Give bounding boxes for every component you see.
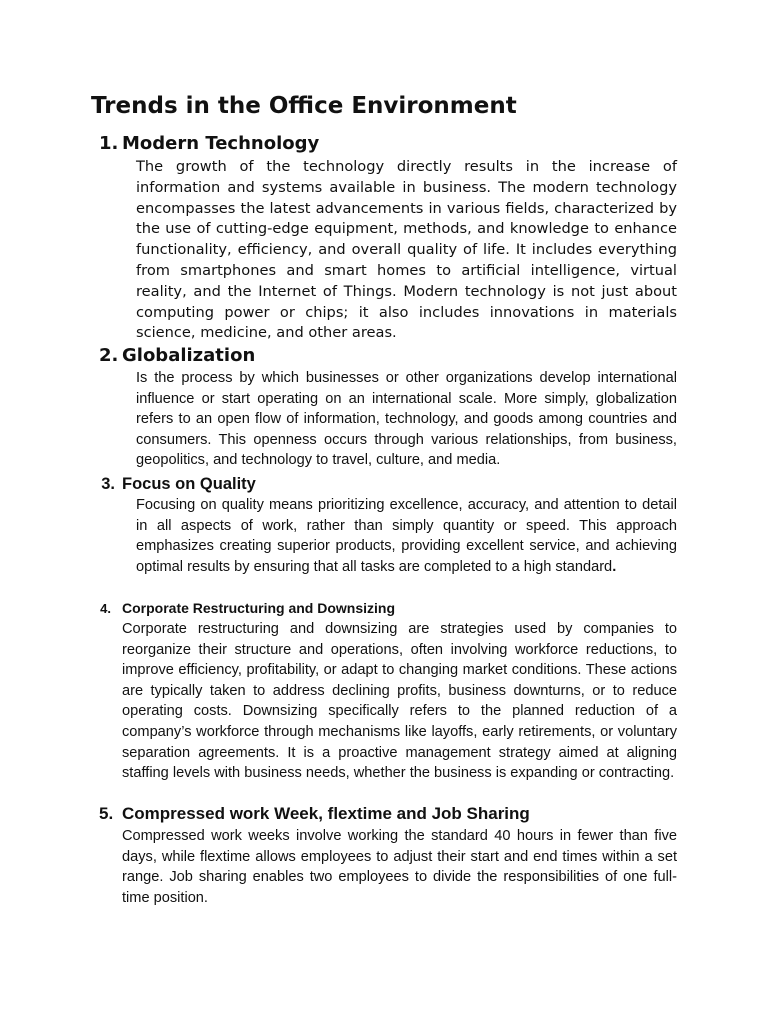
section-body-end: . (612, 558, 617, 575)
section-title: Modern Technology (122, 133, 320, 154)
section-title: Focus on Quality (122, 475, 256, 493)
page-title: Trends in the Office Environment (91, 93, 517, 119)
section-heading (99, 132, 319, 156)
section-number: 5. (99, 804, 114, 823)
section-title: Corporate Restructuring and Downsizing (122, 600, 396, 616)
section-title: Globalization (122, 345, 256, 366)
section-heading (99, 473, 256, 495)
section-heading (99, 803, 530, 825)
section-body-text: Focusing on quality means prioritizing excellence, accuracy, and attention to detail in all aspects of work, rather than simply quantity or speed. This approach emphasizes creating superior products, providing excellent service, and achieving optimal results by ensuring that all tasks are completed to a high standard (136, 497, 677, 575)
section-heading (99, 344, 255, 368)
section-body (136, 495, 677, 577)
section-body: Is the process by which businesses or other organizations develop international influence or start operating on an international scale. More simply, globalization refers to an open flow of information, technology, and goods among countries and consumers. This openness occurs through various relationships, from business, geopolitics, and technology to travel, culture, and media. (136, 370, 677, 469)
section-number: 3. (101, 475, 115, 493)
section-number: 4. (100, 601, 111, 616)
section-number: 2. (99, 345, 119, 366)
section-heading (99, 599, 395, 618)
section-body: Corporate restructuring and downsizing are strategies used by companies to reorganize their structure and operations, often involving workforce reductions, to improve efficiency, profitability, or adapt to changing market conditions. These actions are typically taken to address declining profits, business downturns, or to reduce operating costs. Downsizing specifically refers to the planned reduction of a company’s workforce through mechanisms like layoffs, early retirements, or voluntary separation agreements. It is a proactive management strategy aimed at aligning staffing levels with business needs, whether the business is expanding or contracting. (122, 621, 677, 782)
section-body: Compressed work weeks involve working the standard 40 hours in fewer than five days, while flextime allows employees to adjust their start and end times within a set range. Job sharing enables two employees to divide the responsibilities of one full-time position. (122, 828, 677, 906)
section-body: The growth of the technology directly results in the increase of information and systems available in business. The modern technology encompasses the latest advancements in various fields, characterized by the use of cutting-edge equipment, methods, and knowledge to enhance functionality, efficiency, and overall quality of life. It includes everything from smartphones and smart homes to artificial intelligence, virtual reality, and the Internet of Things. Modern technology is not just about computing power or chips; it also includes innovations in materials science, medicine, and other areas. (136, 158, 677, 342)
section-number: 1. (99, 133, 119, 154)
section-title: Compressed work Week, flextime and Job Sharing (122, 804, 530, 823)
